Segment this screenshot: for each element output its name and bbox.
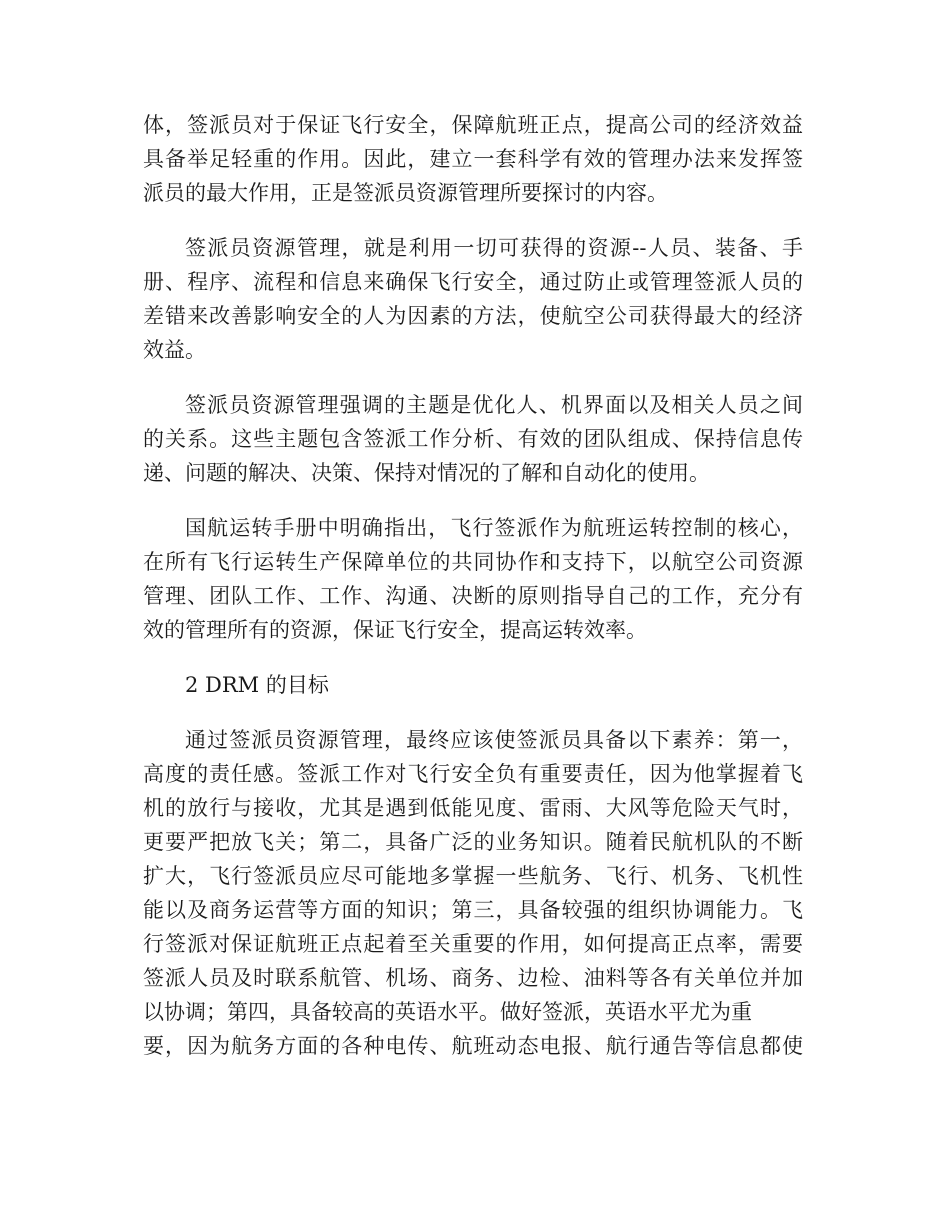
p1-line-2: 具备举足轻重的作用。因此，建立一套科学有效的管理办法来发挥签 <box>143 147 803 171</box>
p5-line-6: 能以及商务运营等方面的知识；第三，具备较强的组织协调能力。飞 <box>143 898 803 922</box>
p5-line-2: 高度的责任感。签派工作对飞行安全负有重要责任，因为他掌握着飞 <box>143 762 803 786</box>
p3-line-2: 的关系。这些主题包含签派工作分析、有效的团队组成、保持信息传 <box>143 427 803 451</box>
p4-line-1: 国航运转手册中明确指出，飞行签派作为航班运转控制的核心， <box>185 516 803 540</box>
p5-line-4: 更要严把放飞关；第二，具备广泛的业务知识。随着民航机队的不断 <box>143 830 803 854</box>
p5-line-10: 要，因为航务方面的各种电传、航班动态电报、航行通告等信息都使 <box>143 1034 803 1058</box>
p5-line-8: 签派人员及时联系航管、机场、商务、边检、油料等各有关单位并加 <box>143 966 803 990</box>
p5-line-1: 通过签派员资源管理，最终应该使签派员具备以下素养：第一， <box>185 728 803 752</box>
p5-line-9: 以协调；第四，具备较高的英语水平。做好签派，英语水平尤为重 <box>143 1000 752 1024</box>
p2-line-1: 签派员资源管理，就是利用一切可获得的资源--人员、装备、手 <box>185 236 803 260</box>
p3-line-3: 递、问题的解决、决策、保持对情况的了解和自动化的使用。 <box>143 461 710 485</box>
p5-line-5: 扩大，飞行签派员应尽可能地多掌握一些航务、飞行、机务、飞机性 <box>143 864 803 888</box>
p4-line-4: 效的管理所有的资源，保证飞行安全，提高运转效率。 <box>143 618 647 642</box>
p5-line-3: 机的放行与接收，尤其是遇到低能见度、雷雨、大风等危险天气时， <box>143 796 803 820</box>
p1-line-1: 体，签派员对于保证飞行安全，保障航班正点，提高公司的经济效益 <box>143 113 803 137</box>
p1-line-3: 派员的最大作用，正是签派员资源管理所要探讨的内容。 <box>143 181 668 205</box>
section-heading: 2 DRM 的目标 <box>185 673 329 697</box>
p2-line-2: 册、程序、流程和信息来确保飞行安全，通过防止或管理签派人员的 <box>143 270 803 294</box>
p3-line-1: 签派员资源管理强调的主题是优化人、机界面以及相关人员之间 <box>185 393 803 417</box>
p2-line-3: 差错来改善影响安全的人为因素的方法，使航空公司获得最大的经济 <box>143 304 803 328</box>
p5-line-7: 行签派对保证航班正点起着至关重要的作用，如何提高正点率，需要 <box>143 932 803 956</box>
p4-line-3: 管理、团队工作、工作、沟通、决断的原则指导自己的工作，充分有 <box>143 584 803 608</box>
p2-line-4: 效益。 <box>143 338 206 362</box>
p4-line-2: 在所有飞行运转生产保障单位的共同协作和支持下，以航空公司资源 <box>143 550 803 574</box>
